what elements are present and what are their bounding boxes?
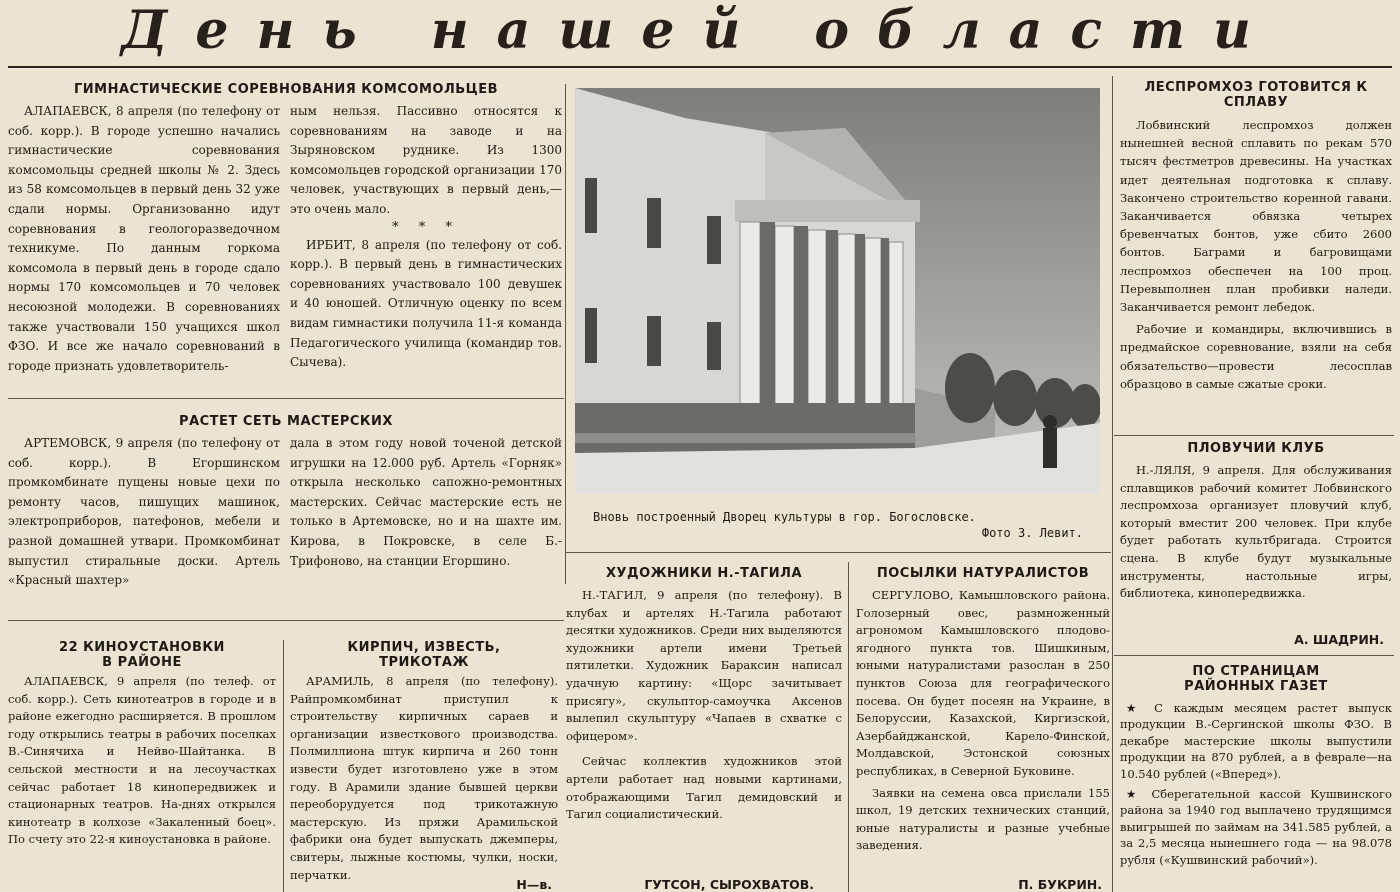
article-paragraph: Сейчас коллектив художников этой артели работает над новыми картинами, отображающими Тагил демидовский и Тагил социалистический. [566, 754, 842, 822]
article-paragraph: Н.-ТАГИЛ, 9 апреля (по телефону). В клубах и артелях Н.-Тагила работают десятки художников. Среди них выделяются художники артели имени Третьей пятилетки. Художник Бараксин написал удачную картину: «Щорс зачитывает присягу», скульптор-самоучка Аксенов вылепил скульптуру «Чапаев в схватке с офицером». [566, 588, 842, 743]
photo-caption: Вновь построенный Дворец культуры в гор. Богословске. [593, 510, 976, 524]
article-paragraph: АЛАПАЕВСК, 9 апреля (по телеф. от соб. корр.). Сеть кинотеатров в городе и в районе ежегодно расширяется. В прошлом году открылись театры в рабочих поселках В.-Синячиха и Нейво-Шайтанка. В сельской местности и на лесоучастках сейчас работает 18 кинопередвижек и стационарных театров. На-днях открылся кинотеатр в колхозе «Закаленный боец». По счету это 22-я киноустановка в районе. [8, 674, 276, 847]
article-headline: ПЛОВУЧИЙ КЛУБ [1187, 441, 1325, 456]
article-headline: ПОСЫЛКИ НАТУРАЛИСТОВ [876, 566, 1090, 581]
photo-caption-block [575, 509, 1095, 541]
article-paragraph: АРТЕМОВСК, 9 апреля (по телефону от соб. корр.). В Егоршинском промкомбинате пущены новые цехи по ремонту часов, пишущих машинок, электроприборов, патефонов, мебели и разной домашней утвари. Промкомбинат выпустил стиральные доски. Артель «Красный шахтер» [8, 436, 280, 588]
article-parcels [856, 566, 1110, 892]
article-headline: ЛЕСПРОМХОЗ ГОТОВИТСЯ К СПЛАВУ [1144, 80, 1368, 110]
article-paragraph: Заявки на семена овса прислали 155 школ, 19 детских технических станций, юные натуралисты и разные учебные заведения. [856, 785, 1110, 853]
article-signature: А. ШАДРИН. [1294, 632, 1384, 647]
article-paragraph: Н.-ЛЯЛЯ, 9 апреля. Для обслуживания сплавщиков рабочий комитет Лобвинского леспромхоза организует пловучий клуб, который вместит 200 человек. При клубе будет работать культбригада. Строится сцена. В клубе будут музыкальные инструменты, настольные игры, библиотека, кинопередвижка. [1120, 463, 1392, 601]
article-headline: КИРПИЧ, ИЗВЕСТЬ, ТРИКОТАЖ [347, 640, 501, 670]
article-paragraph: Рабочие и командиры, включившись в предмайское соревнование, взяли на себя обязательство—провести лесосплав образцово в самые сжатые сроки. [1120, 322, 1392, 391]
article-headline: ПО СТРАНИЦАМ РАЙОННЫХ ГАЗЕТ [1184, 664, 1328, 694]
article-paragraph: дала в этом году новой точеной детской игрушки на 12.000 руб. Артель «Горняк» открыла несколько сапожно-ремонтных мастерских. Сейчас мастерские есть не только в Артемовске, но и на шахте им. Кирова, в Покровске, в селе Б.-Трифоново, на станции Егоршино. [290, 436, 562, 568]
article-headline: ХУДОЖНИКИ Н.-ТАГИЛА [605, 566, 803, 581]
palace-photo-image [575, 88, 1100, 494]
section-rule [1114, 435, 1394, 436]
article-district-press [1120, 664, 1392, 892]
banner-rule [8, 66, 1392, 68]
photo-credit: Фото З. Левит. [981, 526, 1083, 540]
article-paragraph: ным нельзя. Пассивно относятся к соревнованиям на заводе и на Зыряновском руднике. Из 1300 комсомольцев городской организации 170 человек, участвующих в первый день,—это очень мало. [290, 104, 562, 216]
page-banner: День нашей области [121, 0, 1279, 61]
article-paragraph: Лобвинский леспромхоз должен нынешней весной сплавить по рекам 570 тысяч фестметров древесины. На участках идет деятельная подготовка к сплаву. Закончено строительство коренной гавани. Заканчивается обвязка четырех бревенчатых бонтов, уже сбито 2600 бонтов. Баграми и багровищами леспромхоз обеспечен на 100 проц. Перевыполнен план пробивки наледи. Заканчивается ремонт лебедок. [1120, 118, 1392, 315]
section-separator: * * * [392, 219, 460, 235]
article-paragraph: АЛАПАЕВСК, 8 апреля (по телефону от соб. корр.). В городе успешно начались гимнастические соревнования комсомольцы средней школы № 2. Здесь из 58 комсомольцев в первый день 32 уже сдали нормы. Организованно идут соревнования в геологоразведочном техникуме. По данным горкома комсомола в первый день в городе сдало нормы 170 комсомольцев и 70 человек несоюзной молодежи. В соревнованиях также участвовали 150 учащихся школ ФЗО. И все же начало соревнований в городе признать удовлетворитель- [8, 104, 280, 373]
article-floating-club [1120, 441, 1392, 651]
article-headline: ГИМНАСТИЧЕСКИЕ СОРЕВНОВАНИЯ КОМСОМОЛЬЦЕВ [73, 82, 499, 97]
section-rule [8, 398, 564, 399]
article-signature: ГУТСОН, СЫРОХВАТОВ. [644, 877, 814, 892]
article-signature: П. БУКРИН. [1018, 877, 1102, 892]
article-signature: Н—в. [516, 877, 552, 892]
article-paragraph: СЕРГУЛОВО, Камышловского района. Голозерный овес, размноженный агрономом Камышловского плодово-ягодного пункта тов. Шишкиным, юными натуралистами разослан в 250 пунктов Союза для географического посева. Он будет посеян на Украине, в Белоруссии, Казахской, Киргизской, Азербайджанской, Карело-Финской, Молдавской, Эстонской союзных республиках, в Северной Буковине. [856, 588, 1110, 778]
article-cinema [8, 640, 276, 892]
column-divider [848, 562, 849, 892]
article-paragraph: АРАМИЛЬ, 8 апреля (по телефону). Райпромкомбинат приступил к строительству кирпичных сараев и организации известкового производства. Полмиллиона штук кирпича и 260 тонн извести будет изготовлено уже в этом году. В Арамили здание бывшей церкви переоборудуется под трикотажную мастерскую. Из пряжи Арамильской фабрики она будет выпускать джемперы, свитеры, лыжные костюмы, чулки, носки, перчатки. [290, 674, 558, 882]
article-brick [290, 640, 558, 892]
article-workshops [8, 414, 564, 618]
article-paragraph: ★ Сберегательной кассой Кушвинского района за 1940 год выплачено трудящимся выигрышей по займам на 341.585 рублей, а за 2,5 месяца нынешнего года — на 98.078 рубля («Кушвинский рабочий»). [1120, 787, 1392, 867]
column-divider [1112, 76, 1113, 892]
article-paragraph: ★ С каждым месяцем растет выпуск продукции В.-Сергинской школы ФЗО. В декабре мастерские школы выпустили продукции на 870 рублей, а в феврале—на 10.540 рублей («Вперед»). [1120, 701, 1392, 781]
article-timber [1120, 80, 1392, 432]
section-rule [8, 620, 564, 621]
photo-palace-of-culture [575, 88, 1100, 494]
column-divider [283, 640, 284, 892]
article-paragraph: ИРБИТ, 8 апреля (по телефону от соб. корр.). В первый день в гимнастических соревнованиях участвовало 100 девушек и 40 юношей. Отличную оценку по всем видам гимнастики получила 11-я команда Педагогического училища (командир тов. Сычева). [290, 237, 562, 370]
article-headline: РАСТЕТ СЕТЬ МАСТЕРСКИХ [179, 414, 393, 429]
column-divider [565, 84, 566, 584]
article-gymnastics [8, 82, 564, 394]
article-headline: 22 КИНОУСТАНОВКИ В РАЙОНЕ [59, 640, 225, 670]
article-artists [566, 566, 842, 892]
section-rule [1114, 655, 1394, 656]
section-rule [566, 552, 1111, 553]
